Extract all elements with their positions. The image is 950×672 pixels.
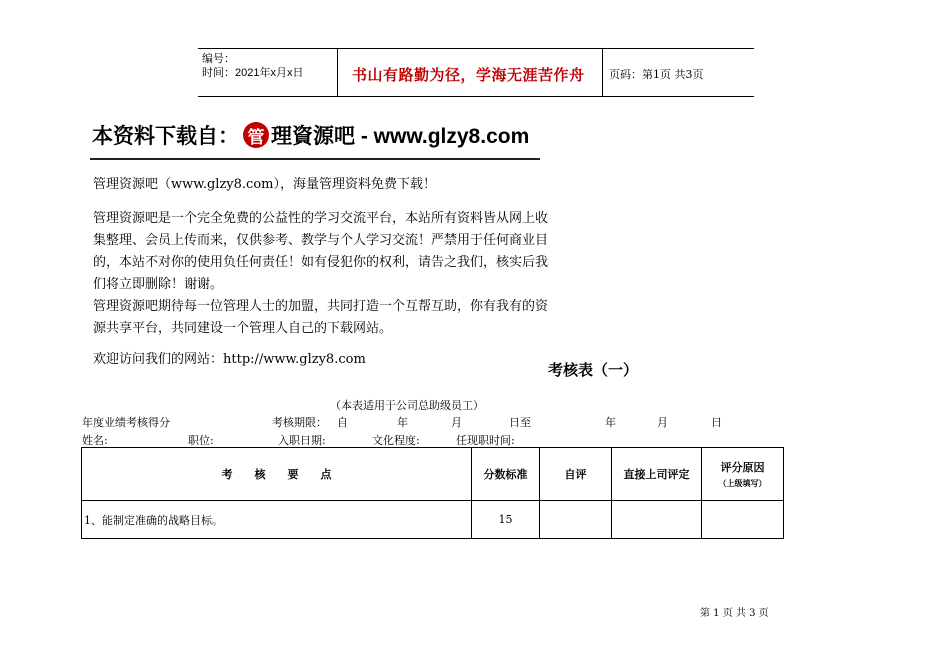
position-label: 职位: <box>188 434 214 447</box>
table-header-row <box>82 448 784 501</box>
intro-paragraph-4: 欢迎访问我们的网站：http://www.glzy8.com <box>93 352 366 367</box>
download-banner <box>92 120 529 150</box>
period-day-2: 日 <box>711 416 722 429</box>
header-number-label: 编号： <box>202 53 235 65</box>
header-standard: 分数标准 <box>472 448 540 501</box>
form-title: 考核表（一） <box>548 361 639 379</box>
entry-date-label: 入职日期: <box>278 434 326 447</box>
header-top-rule <box>198 48 754 49</box>
header-divider-right <box>602 49 603 96</box>
header-divider-left <box>337 49 338 96</box>
period-day-to: 日至 <box>509 416 531 429</box>
table-row <box>82 501 784 539</box>
row-reason-cell[interactable] <box>702 501 784 539</box>
intro-paragraph-3: 管理资源吧期待每一位管理人士的加盟，共同打造一个互帮互助，你有我有的资源共享平台，共同建设一个管理人自己的下载网站。 <box>93 299 549 336</box>
header-self: 自评 <box>540 448 612 501</box>
row-self-cell[interactable] <box>540 501 612 539</box>
banner-suffix: 理資源吧 - www.glzy8.com <box>271 125 530 148</box>
tenure-label: 任现职时间: <box>456 434 515 447</box>
header-bottom-rule <box>198 96 754 97</box>
header-time: 时间：2021年x月x日 <box>202 67 304 79</box>
banner-prefix: 本资料下载自： <box>92 125 239 148</box>
site-logo-icon: 管 <box>243 122 269 148</box>
period-month-1: 月 <box>451 416 462 429</box>
header-reason <box>702 448 784 501</box>
period-year-1: 年 <box>397 416 408 429</box>
row-standard: 15 <box>472 501 540 539</box>
period-year-2: 年 <box>605 416 616 429</box>
form-subtitle: （本表适用于公司总助级员工） <box>330 399 484 412</box>
intro-paragraph-1: 管理资源吧（www.glzy8.com），海量管理资料免费下载！ <box>93 177 436 192</box>
intro-paragraph-2: 管理资源吧是一个完全免费的公益性的学习交流平台，本站所有资料皆从网上收集整理、会员上传而来，仅供参考、教学与个人学习交流！严禁用于任何商业目的，本站不对你的使用负任何责任！如有侵犯你的权利，请告之我们，核实后我们将立即删除！谢谢。 <box>93 211 549 292</box>
row-point: 1、能制定准确的战略目标。 <box>82 501 472 539</box>
annual-score-label: 年度业绩考核得分 <box>82 416 170 429</box>
row-superior-cell[interactable] <box>612 501 702 539</box>
header-motto: 书山有路勤为径，学海无涯苦作舟 <box>352 66 585 84</box>
header-points: 考 核 要 点 <box>82 448 472 501</box>
period-label: 考核期限： <box>272 416 327 429</box>
banner-rule <box>90 158 540 160</box>
period-from: 自 <box>337 416 348 429</box>
header-reason-note: （上级填写） <box>718 479 767 488</box>
header-reason-label: 评分原因 <box>720 462 765 474</box>
education-label: 文化程度: <box>372 434 420 447</box>
name-label: 姓名: <box>82 434 108 447</box>
header-superior: 直接上司评定 <box>612 448 702 501</box>
header-page-number: 页码：第1页 共3页 <box>609 68 704 81</box>
footer-page-number: 第 1 页 共 3 页 <box>700 608 769 619</box>
period-month-2: 月 <box>657 416 668 429</box>
assessment-table <box>81 447 784 539</box>
